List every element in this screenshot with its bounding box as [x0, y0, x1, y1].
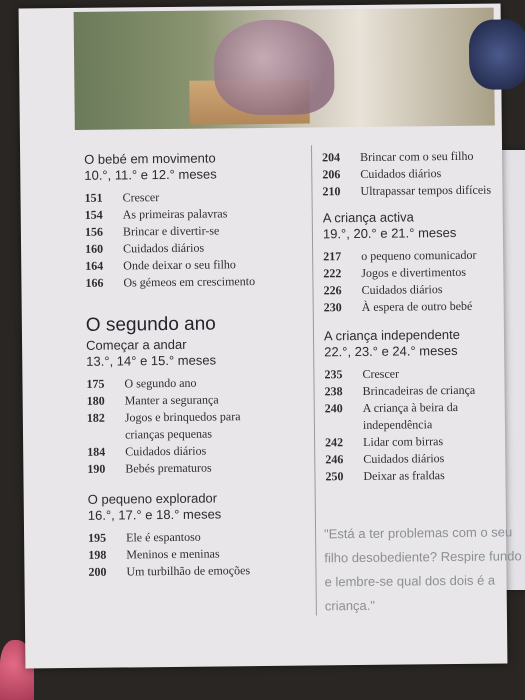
right-column [322, 148, 501, 486]
toc-entry: 226 Cuidados diários [323, 282, 443, 298]
toc-entry: 164 Onde deixar o seu filho [85, 257, 236, 273]
toc-entry: 235 Crescer [324, 366, 400, 382]
toc-entry: 250 Deixar as fraldas [325, 468, 445, 484]
toc-entry: 200 Um turbilhão de emoções [88, 563, 251, 579]
section-title: A criança independente [323, 326, 460, 344]
toc-entry: 166 Os gémeos em crescimento [85, 274, 256, 290]
toc-entry: 180 Manter a segurança [86, 392, 219, 408]
section-title: Começar a andar [86, 336, 187, 353]
toc-entry: 160 Cuidados diários [85, 240, 205, 256]
toc-entry: 154 As primeiras palavras [84, 206, 228, 222]
toc-entry: 210 Ultrapassar tempos difíceis [322, 182, 492, 199]
chapter-title: O segundo ano [85, 313, 216, 336]
pull-quote: "Está a ter problemas com o seu filho desobediente? Respire fundo e lembre-se qual dos dois é a criança." [323, 524, 522, 614]
toc-entry: 206 Cuidados diários [322, 166, 442, 182]
photo-strip [74, 8, 495, 130]
section-title: O pequeno explorador [87, 490, 218, 507]
toc-entry: 240 A criança à beira da independência [324, 399, 459, 432]
section-title: A criança activa [322, 209, 414, 226]
toc-entry: 182 Jogos e brinquedos para crianças pequenas [86, 409, 241, 442]
toc-entry: 242 Lidar com birras [325, 434, 444, 450]
toc-entry: 195 Ele é espantoso [88, 529, 201, 545]
toc-entry: 204 Brincar com o seu filho [322, 148, 474, 165]
toc-entry: 238 Brincadeiras de criança [324, 382, 476, 399]
section-subtitle: 19.°, 20.° e 21.° meses [322, 224, 457, 242]
section-title: O bebé em movimento [84, 150, 216, 167]
toc-entry: 198 Meninos e meninas [88, 546, 220, 562]
section-subtitle: 16.°, 17.° e 18.° meses [87, 506, 222, 523]
section-subtitle: 13.°, 14° e 15.° meses [86, 352, 217, 369]
section-subtitle: 22.°, 23.° e 24.° meses [324, 342, 458, 360]
column-divider [311, 145, 317, 615]
toc-entry: 156 Brincar e divertir-se [84, 223, 220, 239]
toc-entry: 230 À espera de outro bebé [323, 298, 473, 315]
toc-entry: 151 Crescer [84, 190, 160, 205]
toc-entry: 246 Cuidados diários [325, 451, 445, 467]
toc-entry: 184 Cuidados diários [87, 443, 207, 459]
baby-photo [214, 19, 335, 115]
baby-photo-2 [469, 19, 525, 90]
toc-entry: 175 O segundo ano [86, 375, 197, 391]
toc-entry: 222 Jogos e divertimentos [323, 264, 467, 281]
book-page [19, 3, 522, 668]
toc-entry: 217 o pequeno comunicador [323, 247, 477, 264]
left-column [84, 150, 308, 581]
toc-entry: 190 Bebés prematuros [87, 460, 212, 476]
section-subtitle: 10.°, 11.° e 12.° meses [84, 166, 217, 183]
